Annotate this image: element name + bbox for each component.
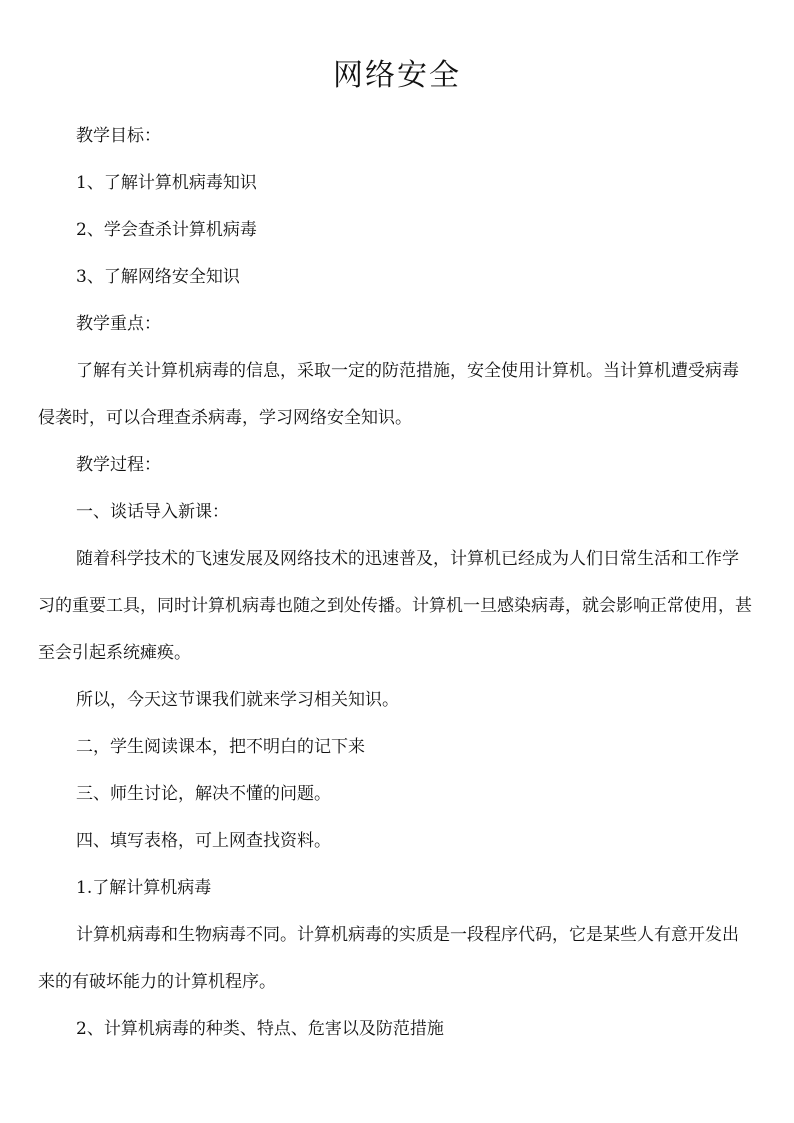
goal-item-2: 2、学会查杀计算机病毒 <box>76 220 257 240</box>
document-body <box>38 113 752 1053</box>
intro-conclusion: 所以，今天这节课我们就来学习相关知识。 <box>76 690 399 710</box>
page-title: 网络安全 <box>333 58 461 93</box>
section-four-heading: 四、填写表格，可上网查找资料。 <box>76 831 331 851</box>
teaching-focus-paragraph: 了解有关计算机病毒的信息，采取一定的防范措施，安全使用计算机。当计算机遭受病毒侵袭时，可以合理查杀病毒，学习网络安全知识。 <box>38 361 739 428</box>
goal-item-1: 1、了解计算机病毒知识 <box>76 173 257 193</box>
intro-paragraph: 随着科学技术的飞速发展及网络技术的迅速普及，计算机已经成为人们日常生活和工作学习的重要工具，同时计算机病毒也随之到处传播。计算机一旦感染病毒，就会影响正常使用，甚至会引起系统瘫痪。 <box>38 549 752 663</box>
subsection-2-heading: 2、计算机病毒的种类、特点、危害以及防范措施 <box>76 1019 444 1039</box>
section-three-heading: 三、师生讨论，解决不懂的问题。 <box>76 784 331 804</box>
subsection-1-heading: 1.了解计算机病毒 <box>76 878 212 898</box>
section-one-heading: 一、谈话导入新课： <box>76 502 229 522</box>
teaching-goals-heading: 教学目标： <box>76 126 161 146</box>
teaching-process-heading: 教学过程： <box>76 455 161 475</box>
goal-item-3: 3、了解网络安全知识 <box>76 267 240 287</box>
section-two-heading: 二，学生阅读课本，把不明白的记下来 <box>76 737 365 757</box>
teaching-focus-heading: 教学重点： <box>76 314 161 334</box>
virus-definition-paragraph: 计算机病毒和生物病毒不同。计算机病毒的实质是一段程序代码，它是某些人有意开发出来的有破坏能力的计算机程序。 <box>38 925 739 992</box>
